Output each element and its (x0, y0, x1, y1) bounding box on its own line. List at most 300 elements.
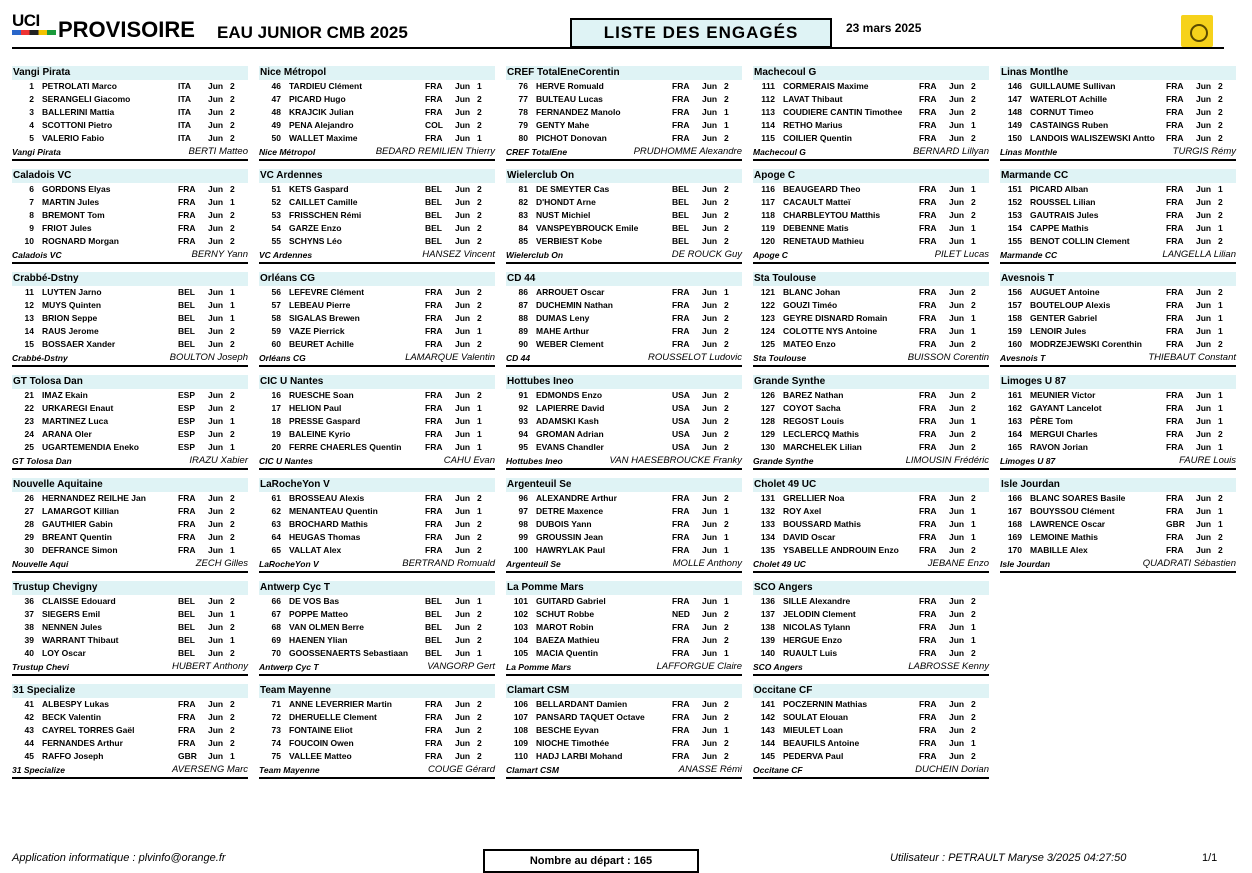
rider-class: 2 (230, 184, 235, 194)
rider-row (506, 338, 742, 351)
team-footer (1000, 145, 1236, 161)
rider-nationality: FRA (672, 107, 690, 117)
rider-name: BOSSAER Xander (42, 339, 116, 349)
rider-nationality: FRA (1166, 197, 1184, 207)
team-name: Caladois VC (12, 169, 248, 183)
rider-class: 2 (724, 236, 729, 246)
rider-nationality: BEL (672, 184, 689, 194)
rider-class: 2 (724, 390, 729, 400)
rider-category: Jun (949, 442, 965, 452)
rider-nationality: FRA (919, 300, 937, 310)
rider-number: 21 (24, 390, 34, 400)
rider-number: 167 (1007, 506, 1022, 516)
rider-row (506, 711, 742, 724)
rider-row (259, 93, 495, 106)
rider-nationality: FRA (178, 210, 196, 220)
rider-nationality: GBR (1166, 519, 1185, 529)
rider-nationality: FRA (919, 107, 937, 117)
rider-class: 2 (477, 738, 482, 748)
rider-class: 2 (1218, 493, 1223, 503)
rider-name: CHARBLEYTOU Matthis (783, 210, 881, 220)
rider-number: 72 (271, 712, 281, 722)
rider-category: Jun (702, 751, 718, 761)
rider-nationality: FRA (672, 635, 690, 645)
rider-row (753, 647, 989, 660)
rider-category: Jun (702, 223, 718, 233)
rider-class: 2 (230, 493, 235, 503)
rider-category: Jun (208, 403, 224, 413)
rider-class: 2 (230, 622, 235, 632)
rider-number: 71 (271, 699, 281, 709)
team-block (12, 272, 248, 370)
rider-category: Jun (949, 223, 965, 233)
rider-name: BAEZA Mathieu (536, 635, 600, 645)
rider-class: 2 (1218, 197, 1223, 207)
team-abbreviation: La Pomme Mars (506, 662, 572, 672)
rider-name: FERRE CHAERLES Quentin (289, 442, 402, 452)
team-name: LaRocheYon V (259, 478, 495, 492)
rider-row (753, 634, 989, 647)
rider-nationality: ITA (178, 120, 192, 130)
rider-nationality: FRA (178, 545, 196, 555)
rider-class: 2 (477, 635, 482, 645)
rider-nationality: BEL (178, 609, 195, 619)
rider-name: DAVID Oscar (783, 532, 836, 542)
rider-class: 2 (971, 94, 976, 104)
rider-number: 70 (271, 648, 281, 658)
rider-number: 146 (1007, 81, 1022, 91)
rider-nationality: BEL (425, 622, 442, 632)
team-name: SCO Angers (753, 581, 989, 595)
rider-nationality: FRA (919, 506, 937, 516)
rider-number: 138 (760, 622, 775, 632)
rider-category: Jun (949, 390, 965, 400)
team-abbreviation: Machecoul G (753, 147, 806, 157)
rider-name: EDMONDS Enzo (536, 390, 603, 400)
rider-name: FONTAINE Eliot (289, 725, 353, 735)
rider-name: HERGUE Enzo (783, 635, 843, 645)
rider-row (753, 698, 989, 711)
rider-nationality: FRA (919, 133, 937, 143)
rider-name: RAVON Jorian (1030, 442, 1088, 452)
rider-class: 2 (477, 699, 482, 709)
rider-category: Jun (702, 300, 718, 310)
rider-category: Jun (455, 300, 471, 310)
team-name: Antwerp Cyc T (259, 581, 495, 595)
rider-nationality: FRA (672, 506, 690, 516)
rider-name: CAPPE Mathis (1030, 223, 1089, 233)
team-abbreviation: Wielerclub On (506, 250, 564, 260)
rider-number: 64 (271, 532, 281, 542)
rider-row (753, 441, 989, 454)
rider-name: JELODIN Clement (783, 609, 856, 619)
rider-row (753, 235, 989, 248)
rider-nationality: FRA (672, 81, 690, 91)
team-block (753, 272, 989, 370)
rider-category: Jun (455, 609, 471, 619)
team-name: La Pomme Mars (506, 581, 742, 595)
team-footer (506, 763, 742, 779)
rider-number: 108 (513, 725, 528, 735)
rider-number: 63 (271, 519, 281, 529)
rider-nationality: BEL (425, 236, 442, 246)
team-abbreviation: Apoge C (753, 250, 788, 260)
rider-number: 151 (1007, 184, 1022, 194)
rider-name: SOULAT Elouan (783, 712, 849, 722)
rider-nationality: BEL (178, 339, 195, 349)
rider-name: BALEINE Kyrio (289, 429, 351, 439)
rider-number: 27 (24, 506, 34, 516)
rider-number: 60 (271, 339, 281, 349)
federation-emblem-icon (1181, 15, 1213, 47)
rider-category: Jun (208, 738, 224, 748)
team-name: Orléans CG (259, 272, 495, 286)
rider-category: Jun (208, 236, 224, 246)
rider-number: 58 (271, 313, 281, 323)
rider-class: 2 (724, 133, 729, 143)
rider-number: 114 (761, 120, 775, 130)
rider-category: Jun (455, 120, 471, 130)
team-block (753, 66, 989, 164)
rider-nationality: BEL (425, 197, 442, 207)
rider-row (12, 299, 248, 312)
rider-name: IMAZ Ekain (42, 390, 88, 400)
rider-number: 2 (29, 94, 34, 104)
rider-row (259, 209, 495, 222)
rider-row (753, 724, 989, 737)
rider-name: MAHE Arthur (536, 326, 590, 336)
team-footer (259, 145, 495, 161)
rider-number: 127 (760, 403, 775, 413)
team-footer (506, 248, 742, 264)
rider-category: Jun (949, 506, 965, 516)
team-abbreviation: Trustup Chevi (12, 662, 69, 672)
rider-number: 36 (24, 596, 34, 606)
rider-name: RAUS Jerome (42, 326, 99, 336)
rider-row (12, 338, 248, 351)
rider-class: 1 (477, 648, 482, 658)
rider-category: Jun (208, 429, 224, 439)
rider-name: UGARTEMENDIA Eneko (42, 442, 139, 452)
rider-class: 2 (724, 339, 729, 349)
rider-number: 93 (518, 416, 528, 426)
rider-row (753, 737, 989, 750)
rider-nationality: FRA (1166, 223, 1184, 233)
rider-row (12, 647, 248, 660)
team-footer (1000, 454, 1236, 470)
rider-name: RUESCHE Soan (289, 390, 354, 400)
rider-category: Jun (208, 635, 224, 645)
rider-name: BROSSEAU Alexis (289, 493, 365, 503)
document-header (0, 0, 1252, 52)
rider-class: 2 (477, 545, 482, 555)
rider-number: 95 (518, 442, 528, 452)
rider-nationality: USA (672, 442, 690, 452)
rider-row (753, 415, 989, 428)
rider-class: 2 (971, 442, 976, 452)
rider-class: 1 (971, 622, 976, 632)
rider-nationality: FRA (919, 416, 937, 426)
rider-number: 112 (761, 94, 775, 104)
rider-class: 1 (1218, 300, 1223, 310)
rider-number: 142 (760, 712, 775, 722)
team-block (1000, 66, 1236, 164)
rider-name: BEURET Achille (289, 339, 354, 349)
team-director: HUBERT Anthony (171, 661, 248, 672)
rider-name: DETRE Maxence (536, 506, 604, 516)
rider-row (259, 595, 495, 608)
rider-class: 2 (724, 416, 729, 426)
rider-category: Jun (208, 596, 224, 606)
team-footer (753, 454, 989, 470)
team-block (506, 169, 742, 267)
rider-name: DE VOS Bas (289, 596, 340, 606)
rider-class: 2 (971, 648, 976, 658)
rider-number: 17 (271, 403, 281, 413)
rider-class: 1 (724, 596, 729, 606)
rider-class: 2 (971, 699, 976, 709)
rider-number: 137 (760, 609, 775, 619)
rider-number: 133 (760, 519, 775, 529)
rider-category: Jun (208, 648, 224, 658)
rider-nationality: FRA (919, 326, 937, 336)
rider-category: Jun (455, 493, 471, 503)
rider-row (753, 711, 989, 724)
rider-name: ADAMSKI Kash (536, 416, 599, 426)
rider-category: Jun (949, 300, 965, 310)
rider-number: 38 (24, 622, 34, 632)
rider-name: SERANGELI Giacomo (42, 94, 131, 104)
rider-number: 4 (29, 120, 34, 130)
rider-name: CASTAINGS Ruben (1030, 120, 1109, 130)
rider-class: 2 (477, 210, 482, 220)
rider-name: BRION Seppe (42, 313, 98, 323)
rider-nationality: BEL (178, 313, 195, 323)
rider-category: Jun (702, 738, 718, 748)
rider-class: 2 (477, 287, 482, 297)
rider-class: 2 (724, 622, 729, 632)
rider-row (259, 222, 495, 235)
rider-nationality: FRA (425, 738, 443, 748)
rider-category: Jun (455, 725, 471, 735)
rider-category: Jun (949, 236, 965, 246)
rider-row (506, 724, 742, 737)
rider-nationality: ESP (178, 429, 196, 439)
rider-number: 148 (1007, 107, 1022, 117)
rider-number: 28 (24, 519, 34, 529)
rider-number: 150 (1007, 133, 1022, 143)
rider-class: 1 (724, 120, 729, 130)
rider-nationality: FRA (919, 493, 937, 503)
team-director: PILET Lucas (934, 249, 989, 260)
rider-category: Jun (208, 712, 224, 722)
rider-nationality: FRA (425, 287, 443, 297)
rider-name: KETS Gaspard (289, 184, 349, 194)
rider-row (506, 415, 742, 428)
team-director: PRUDHOMME Alexandre (633, 146, 742, 157)
team-abbreviation: Sta Toulouse (753, 353, 807, 363)
team-abbreviation: Linas Monthle (1000, 147, 1058, 157)
rider-row (753, 518, 989, 531)
rider-nationality: BEL (672, 210, 689, 220)
rider-class: 2 (724, 493, 729, 503)
rider-class: 2 (230, 94, 235, 104)
rider-class: 2 (1218, 94, 1223, 104)
rider-category: Jun (208, 442, 224, 452)
rider-row (12, 737, 248, 750)
rider-name: BEAUFILS Antoine (783, 738, 860, 748)
team-director: QUADRATI Sébastien (1142, 558, 1236, 569)
rider-nationality: FRA (425, 699, 443, 709)
rider-number: 143 (760, 725, 775, 735)
team-name: Argenteuil Se (506, 478, 742, 492)
rider-row (506, 750, 742, 763)
rider-number: 109 (513, 738, 528, 748)
rider-row (506, 608, 742, 621)
rider-category: Jun (702, 133, 718, 143)
rider-name: EVANS Chandler (536, 442, 604, 452)
team-abbreviation: Limoges U 87 (1000, 456, 1056, 466)
rider-nationality: FRA (672, 622, 690, 632)
team-director: LAFFORGUE Claire (656, 661, 742, 672)
rider-number: 124 (760, 326, 775, 336)
rider-nationality: FRA (672, 133, 690, 143)
rider-class: 1 (1218, 506, 1223, 516)
rider-name: SIGALAS Brewen (289, 313, 360, 323)
rider-row (1000, 132, 1236, 145)
rider-row (506, 119, 742, 132)
rider-row (259, 737, 495, 750)
rider-row (259, 428, 495, 441)
rider-name: HERVE Romuald (536, 81, 604, 91)
rider-nationality: BEL (425, 184, 442, 194)
event-title: EAU JUNIOR CMB 2025 (217, 23, 408, 42)
rider-name: MARTIN Jules (42, 197, 100, 207)
rider-nationality: FRA (672, 287, 690, 297)
rider-category: Jun (1196, 493, 1212, 503)
rider-nationality: FRA (425, 300, 443, 310)
rider-category: Jun (455, 133, 471, 143)
rider-name: LEMOINE Mathis (1030, 532, 1099, 542)
rider-name: HAWRYLAK Paul (536, 545, 606, 555)
rider-number: 45 (24, 751, 34, 761)
rider-class: 2 (230, 712, 235, 722)
team-block (753, 478, 989, 576)
rider-name: ARANA Oler (42, 429, 92, 439)
rider-number: 23 (24, 416, 34, 426)
rider-nationality: FRA (672, 339, 690, 349)
rider-row (506, 235, 742, 248)
rider-name: ALBESPY Lukas (42, 699, 109, 709)
rider-category: Jun (208, 390, 224, 400)
rider-class: 1 (477, 81, 482, 91)
rider-category: Jun (455, 416, 471, 426)
rider-row (259, 132, 495, 145)
rider-number: 145 (760, 751, 775, 761)
team-block (12, 375, 248, 473)
rider-class: 1 (971, 519, 976, 529)
rider-nationality: FRA (178, 184, 196, 194)
rider-class: 1 (1218, 184, 1223, 194)
team-footer (12, 763, 248, 779)
rider-row (753, 338, 989, 351)
rider-category: Jun (1196, 287, 1212, 297)
rider-row (259, 338, 495, 351)
rider-class: 2 (477, 236, 482, 246)
rider-class: 1 (971, 236, 976, 246)
rider-name: COYOT Sacha (783, 403, 841, 413)
rider-class: 2 (971, 429, 976, 439)
rider-class: 2 (724, 699, 729, 709)
rider-number: 3 (29, 107, 34, 117)
rider-number: 52 (271, 197, 281, 207)
rider-name: AUGUET Antoine (1030, 287, 1100, 297)
team-block (259, 272, 495, 370)
rider-number: 105 (513, 648, 528, 658)
uci-logo: UCI (12, 12, 40, 29)
rider-row (259, 196, 495, 209)
team-footer (753, 660, 989, 676)
team-abbreviation: 31 Specialize (12, 765, 65, 775)
rider-category: Jun (455, 519, 471, 529)
rider-name: BECK Valentin (42, 712, 102, 722)
rider-number: 92 (518, 403, 528, 413)
rider-nationality: FRA (1166, 120, 1184, 130)
rider-class: 2 (477, 120, 482, 130)
team-name: CIC U Nantes (259, 375, 495, 389)
rider-name: DHERUELLE Clement (289, 712, 377, 722)
rider-category: Jun (455, 81, 471, 91)
team-director: THIEBAUT Constant (1148, 352, 1236, 363)
team-director: LANGELLA Lilian (1162, 249, 1236, 260)
rider-nationality: FRA (672, 519, 690, 529)
rider-row (753, 222, 989, 235)
rider-row (1000, 505, 1236, 518)
team-abbreviation: Orléans CG (259, 353, 306, 363)
rider-number: 78 (518, 107, 528, 117)
team-director: FAURE Louis (1179, 455, 1236, 466)
rider-category: Jun (208, 609, 224, 619)
rider-name: BLANC SOARES Basile (1030, 493, 1126, 503)
rider-number: 140 (760, 648, 775, 658)
rider-name: MABILLE Alex (1030, 545, 1088, 555)
rider-nationality: FRA (672, 725, 690, 735)
team-block (753, 169, 989, 267)
team-footer (753, 351, 989, 367)
team-name: Sta Toulouse (753, 272, 989, 286)
rider-class: 2 (724, 403, 729, 413)
rider-row (1000, 299, 1236, 312)
rider-class: 1 (971, 416, 976, 426)
rider-class: 1 (477, 416, 482, 426)
rider-row (259, 492, 495, 505)
rider-row (12, 312, 248, 325)
rider-nationality: BEL (178, 622, 195, 632)
rider-class: 2 (1218, 236, 1223, 246)
rider-row (1000, 222, 1236, 235)
rider-name: COUDIERE CANTIN Timothee (783, 107, 903, 117)
rider-name: SILLE Alexandre (783, 596, 851, 606)
rider-name: LOY Oscar (42, 648, 86, 658)
rider-name: ALEXANDRE Arthur (536, 493, 617, 503)
rider-row (259, 750, 495, 763)
rider-number: 125 (760, 339, 775, 349)
rider-class: 2 (477, 519, 482, 529)
rider-name: ROUSSEL Lilian (1030, 197, 1096, 207)
rider-nationality: FRA (178, 493, 196, 503)
team-block (506, 375, 742, 473)
rider-row (1000, 338, 1236, 351)
